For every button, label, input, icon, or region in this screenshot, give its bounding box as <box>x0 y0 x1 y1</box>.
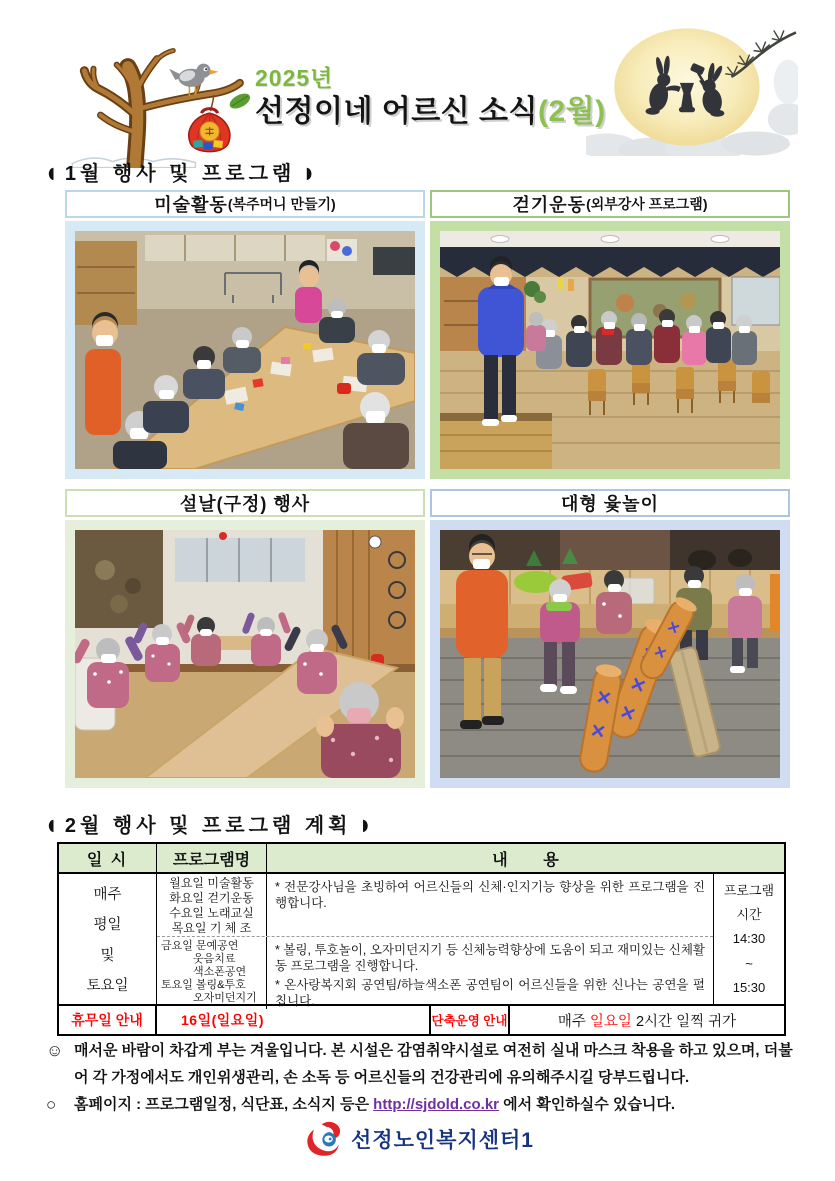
moon-rabbits-illustration <box>586 26 798 156</box>
header-cell-content: 내 용 <box>492 851 559 869</box>
weekday-row <box>157 874 713 937</box>
photo-frame <box>430 221 790 479</box>
photo-art-activity <box>75 231 415 469</box>
photo-unit-walking-exercise <box>430 190 790 479</box>
photo-caption <box>430 489 790 517</box>
photo-frame <box>65 520 425 788</box>
header-cell-program: 프로그램명 <box>157 844 267 872</box>
table-body <box>59 874 784 1006</box>
circle-bullet-icon: ○ <box>46 1095 57 1114</box>
center-logo-icon <box>301 1116 347 1162</box>
bracket-left-icon: ◖ <box>44 807 58 840</box>
table-notice-row <box>59 1006 784 1034</box>
section-heading-january <box>44 157 316 186</box>
photo-walking-exercise <box>440 231 780 469</box>
winter-tree-lucky-pouch-illustration <box>42 26 254 168</box>
title-year: 2025년 <box>255 65 334 91</box>
cell-weekday-programs: 월요일 미술활동 화요일 걷기운동 수요일 노래교실 목요일 기 체 조 <box>157 874 267 936</box>
table-header-row <box>59 844 784 874</box>
section-title: 1월 행사 및 프로그램 <box>64 163 296 185</box>
note-text: 홈페이지 : 프로그램일정, 식단표, 소식지 등은 http://sjdold.co.kr 에서 확인하실수 있습니다. <box>74 1096 676 1113</box>
cell-weekend-description: * 볼링, 투호놀이, 오자미던지기 등 신체능력향상에 도움이 되고 재미있는 신체활동 프로그램을 진행합니다. * 온사랑복지회 공연팀/하늘색소폰 공연팀이 어르신들을 위한 신나는 공연을 펼칩니다. <box>275 943 705 1008</box>
photo-frame <box>430 520 790 788</box>
footer-notes <box>46 1037 794 1118</box>
footer <box>0 1116 835 1162</box>
photo-newyear-event <box>75 530 415 778</box>
photo-caption <box>65 190 425 218</box>
photo-frame <box>65 221 425 479</box>
homepage-link[interactable]: http://sjdold.co.kr <box>373 1096 500 1113</box>
photo-caption <box>430 190 790 218</box>
bracket-right-icon: ◗ <box>358 807 373 840</box>
photo-unit-art-activity <box>65 190 425 479</box>
caption-sub: (복주머니 만들기) <box>227 196 336 212</box>
photo-giant-yut-game <box>440 530 780 778</box>
photo-unit-newyear-event <box>65 489 425 788</box>
weekend-row <box>157 937 713 1009</box>
title-month: (2월) <box>538 95 606 128</box>
cell-when: 매주 평일 및 토요일 <box>59 874 157 1004</box>
short-hours-value: 매주 일요일 2시간 일찍 귀가 <box>557 1013 737 1030</box>
note-homepage <box>46 1091 794 1118</box>
note-mask-guidance <box>46 1037 794 1091</box>
section-heading-february <box>44 809 372 838</box>
holiday-value: 16일(일요일) <box>157 1006 431 1034</box>
cell-weekday-description: * 전문강사님을 초빙하여 어르신들의 신체·인지기능 향상을 위한 프로그램을 진행합니다. <box>275 880 705 910</box>
caption-main: 설날(구정) 행사 <box>179 494 311 514</box>
bracket-left-icon: ◖ <box>44 155 58 188</box>
section-title: 2월 행사 및 프로그램 계획 <box>64 815 352 837</box>
caption-sub: (외부강사 프로그램) <box>586 196 708 212</box>
photo-unit-giant-yut <box>430 489 790 788</box>
cell-weekend-programs: 금요일 문예공연 웃음치료 색소폰공연 토요일 볼링&투호 오자미던지기 <box>157 937 267 1009</box>
february-schedule-table <box>57 842 786 1036</box>
cell-program-time: 프로그램 시간 14:30 ~ 15:30 <box>723 883 775 995</box>
photo-caption <box>65 489 425 517</box>
note-text: 매서운 바람이 차갑게 부는 겨울입니다. 본 시설은 감염취약시설로 여전히 실내 마스크 착용을 하고 있으며, 더불어 각 가정에서도 개인위생관리, 손 소독 등 어르신들의 건강관리에 유의해주시길 당부드립니다. <box>74 1042 793 1086</box>
organization-name: 선정노인복지센터1 <box>351 1129 534 1152</box>
bracket-right-icon: ◗ <box>302 155 317 188</box>
caption-main: 미술활동 <box>154 195 228 215</box>
caption-main: 대형 윷놀이 <box>561 494 659 514</box>
newsletter-title <box>255 60 606 131</box>
short-hours-label: 단축운영 안내 <box>431 1006 510 1034</box>
caption-main: 걷기운동 <box>512 195 587 215</box>
smiley-icon: ☺ <box>46 1041 64 1060</box>
holiday-label: 휴무일 안내 <box>59 1006 157 1034</box>
title-main: 선정이네 어르신 소식(2월) <box>255 95 606 128</box>
header-cell-when: 일 시 <box>59 844 157 872</box>
